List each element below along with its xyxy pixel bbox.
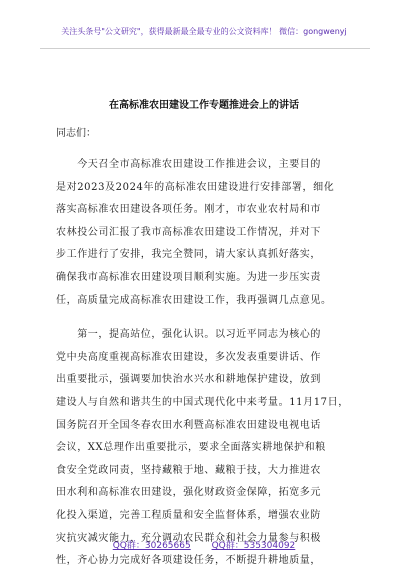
- text-line: 确保我市高标准农田建设项目顺利实施。为进一步压实责: [56, 271, 321, 283]
- qq-group-link-1[interactable]: QQ群：30265665: [112, 541, 191, 551]
- page-header: [0, 0, 408, 50]
- text-line: 建设人与自然和谐共生的中国式现代化中来考量。11月17日，: [56, 396, 349, 408]
- page-footer: [0, 538, 408, 551]
- text-line: 农林投公司汇报了我市高标准农田建设工作情况，并对下: [56, 226, 321, 238]
- header-divider: [40, 48, 370, 49]
- text-line: 步工作进行了安排，我完全赞同，请大家认真抓好落实，: [56, 249, 321, 261]
- text-line: 党中央高度重视高标准农田建设，多次发表重要讲话、作: [56, 351, 321, 363]
- text-line: 国务院召开全国冬春农田水利暨高标准农田建设电视电话: [56, 419, 321, 431]
- text-line: 食安全党政同责，坚持藏粮于地、藏粮于技，大力推进农: [56, 464, 321, 476]
- text-line: 灾抗灾减灾能力，充分调动农民群众和社会力量参与积极: [56, 532, 321, 544]
- header-promo-text: 关注头条号"公文研究"，获得最新最全最专业的公文资料库！ 微信：gongwenyj: [61, 27, 347, 36]
- salutation: 同志们：: [56, 128, 96, 139]
- text-line: 性，齐心协力完成好各项建设任务，不断提升耕地质量，: [56, 555, 321, 567]
- text-line: 田水利和高标准农田建设，强化财政资金保障，拓宽多元: [56, 487, 321, 499]
- text-line: 化投入渠道，完善工程质量和安全监督体系，增强农业防: [56, 509, 321, 521]
- paragraph-2: [56, 324, 358, 573]
- text-line: 会议，XX总理作出重要批示，要求全面落实耕地保护和粮: [56, 442, 326, 454]
- text-line: 落实高标准农田建设各项任务。刚才，市农业农村局和市: [56, 204, 321, 216]
- document-body: [56, 154, 358, 573]
- text-line: 是对2023及2024年的高标准农田建设进行安排部署，细化: [56, 181, 335, 193]
- qq-group-link-2[interactable]: QQ群：535304092: [211, 541, 296, 551]
- paragraph-1: [56, 154, 358, 312]
- text-line: 今天召全市高标准农田建设工作推进会议，主要目的: [56, 159, 321, 170]
- document-title: 在高标准农田建设工作专题推进会上的讲话: [109, 100, 299, 111]
- text-line: 第一，提高站位，强化认识。以习近平同志为核心的: [56, 329, 321, 341]
- paragraph-gap: [56, 312, 358, 324]
- text-line: 出重要批示，强调要加快治水兴水和耕地保护建设，放到: [56, 374, 321, 386]
- text-line: 任，高质量完成高标准农田建设工作，我再强调几点意见。: [56, 294, 332, 306]
